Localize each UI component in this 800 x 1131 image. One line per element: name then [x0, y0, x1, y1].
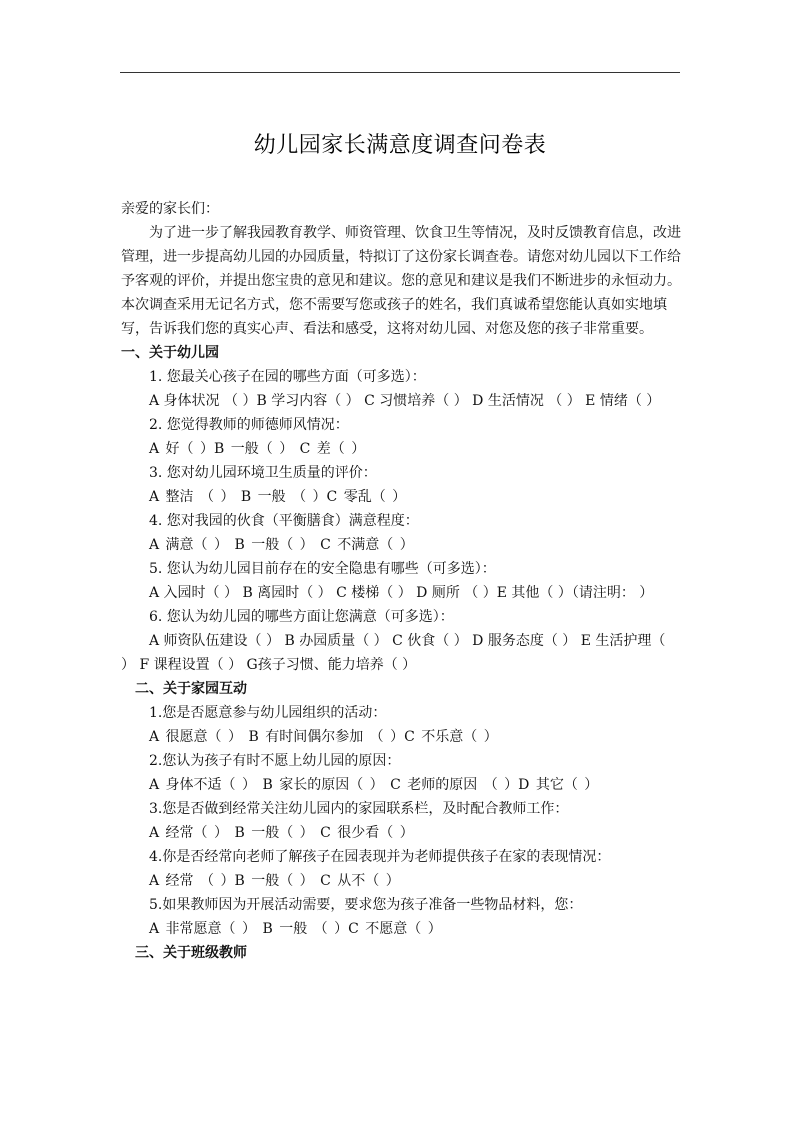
question-2-3: 3.您是否做到经常关注幼儿园内的家园联系栏，及时配合教师工作：	[149, 801, 569, 817]
question-2-1: 1.您是否愿意参与幼儿园组织的活动：	[149, 705, 387, 721]
options-1-5: A 入园时（ ） B 离园时（ ） C 楼梯（ ） D 厕所 （ ）E 其他（ ）（请注明： ）	[149, 585, 654, 601]
question-1-2: 2. 您觉得教师的师德师风情况：	[149, 417, 349, 433]
options-1-3: A 整洁 （ ） B 一般 （ ）C 零乱（ ）	[149, 489, 407, 505]
question-2-4: 4.你是否经常向老师了解孩子在园表现并为老师提供孩子在家的表现情况：	[149, 849, 611, 865]
question-1-5: 5. 您认为幼儿园目前存在的安全隐患有哪些（可多选）：	[149, 561, 496, 577]
section-heading-home-school: 二、关于家园互动	[135, 681, 247, 697]
options-1-1: A 身体状况 （ ）B 学习内容（ ） C 习惯培养（ ） D 生活情况 （ ） E 情绪（ ）	[149, 393, 661, 409]
page-title: 幼儿园家长满意度调查问卷表	[253, 133, 547, 158]
options-1-4: A 满意（ ） B 一般（ ） C 不满意（ ）	[149, 537, 414, 553]
options-1-6: A 师资队伍建设（ ） B 办园质量（ ） C 伙食（ ） D 服务态度（ ） E 生活护理（ ） F 课程设置（ ） G孩子习惯、能力培养（ ）	[121, 633, 666, 673]
question-1-6: 6. 您认为幼儿园的哪些方面让您满意（可多选）：	[149, 609, 454, 625]
section-heading-teachers: 三、关于班级教师	[135, 945, 247, 961]
intro-paragraph: 为了进一步了解我园教育教学、师资管理、饮食卫生等情况，及时反馈教育信息，改进管理，进一步提高幼儿园的办园质量，特拟订了这份家长调查卷。请您对幼儿园以下工作给予客观的评价，并提出您宝贵的意见和建议。您的意见和建议是我们不断进步的永恒动力。本次调查采用无记名方式，您不需要写您或孩子的姓名，我们真诚希望您能认真如实地填写，告诉我们您的真实心声、看法和感受，这将对幼儿园、对您及您的孩子非常重要。	[121, 225, 681, 337]
question-1-3: 3. 您对幼儿园环境卫生质量的评价：	[149, 465, 377, 481]
options-2-1: A 很愿意（ ） B 有时间偶尔参加 （ ）C 不乐意（ ）	[149, 729, 498, 745]
options-2-5: A 非常愿意（ ） B 一般 （ ）C 不愿意（ ）	[149, 921, 442, 937]
question-1-1: 1. 您最关心孩子在园的哪些方面（可多选）：	[149, 369, 426, 385]
options-1-2: A 好（ ）B 一般（ ） C 差（ ）	[149, 441, 366, 457]
section-heading-kindergarten: 一、关于幼儿园	[121, 345, 219, 361]
greeting: 亲爱的家长们：	[121, 201, 219, 217]
options-2-3: A 经常（ ） B 一般（ ） C 很少看（ ）	[149, 825, 414, 841]
document-body	[121, 197, 681, 965]
question-2-5: 5.如果教师因为开展活动需要，要求您为孩子准备一些物品材料，您：	[149, 897, 583, 913]
options-2-4: A 经常 （ ）B 一般（ ） C 从不（ ）	[149, 873, 400, 889]
options-2-2: A 身体不适（ ） B 家长的原因（ ） C 老师的原因 （ ）D 其它（ ）	[149, 777, 599, 793]
question-2-2: 2.您认为孩子有时不愿上幼儿园的原因：	[149, 753, 401, 769]
header-rule	[120, 72, 680, 73]
question-1-4: 4. 您对我园的伙食（平衡膳食）满意程度：	[149, 513, 419, 529]
